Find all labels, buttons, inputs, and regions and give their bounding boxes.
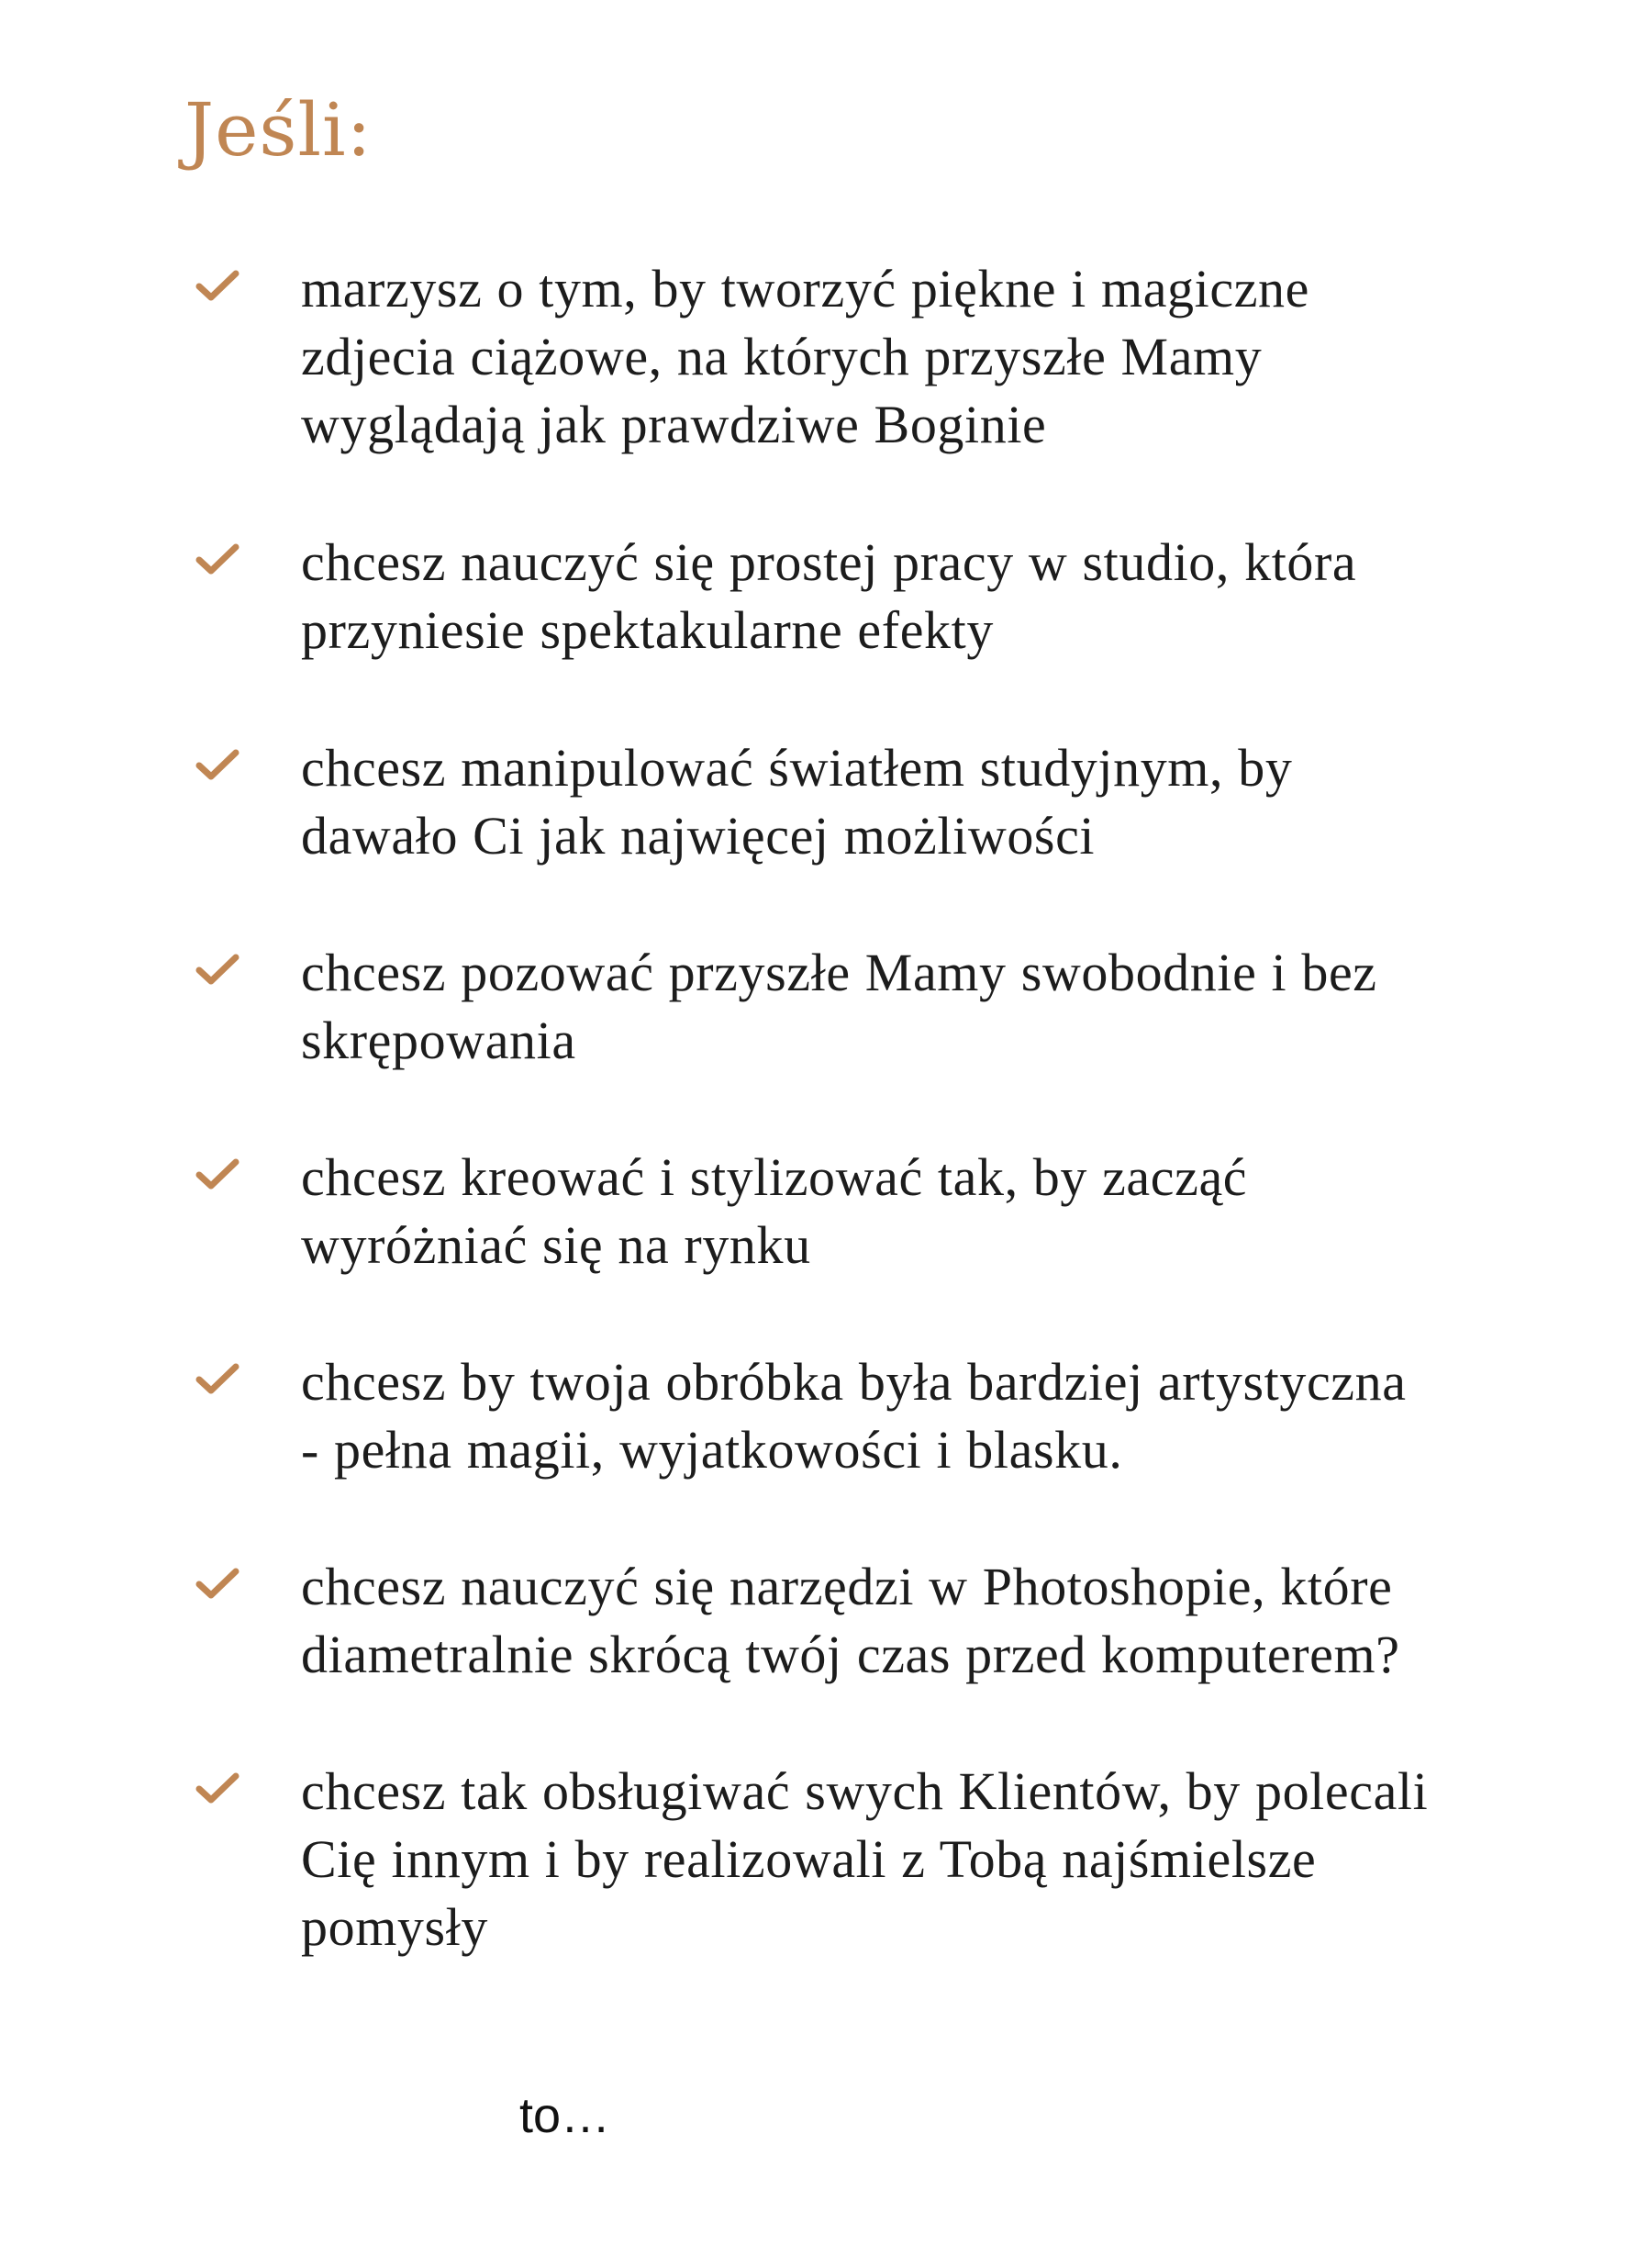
check-icon (195, 542, 239, 576)
list-item-text: chcesz by twoja obróbka była bardziej artystyczna - pełna magii, wyjatkowości i blasku. (301, 1352, 1407, 1480)
check-icon (195, 1156, 239, 1191)
page-title: Jeśli: (184, 87, 373, 173)
check-icon (195, 747, 239, 782)
check-icon (195, 1361, 239, 1396)
check-icon (195, 952, 239, 987)
list-item-text: chcesz nauczyć się prostej pracy w studio, która przyniesie spektakularne efekty (301, 532, 1357, 660)
check-icon (195, 268, 239, 303)
list-item-text: marzysz o tym, by tworzyć piękne i magiczne zdjecia ciążowe, na których przyszłe Mamy wyglądają jak prawdziwe Boginie (301, 259, 1309, 454)
list-item-text: chcesz manipulować światłem studyjnym, by dawało Ci jak najwięcej możliwości (301, 738, 1293, 866)
closing-text: to… (519, 2088, 611, 2143)
list-item-text: chcesz kreować i stylizować tak, by zacząć wyróżniać się na rynku (301, 1147, 1248, 1275)
list-item-text: chcesz nauczyć się narzędzi w Photoshopie, które diametralnie skrócą twój czas przed komputerem? (301, 1557, 1400, 1684)
check-icon (195, 1771, 239, 1805)
check-icon (195, 1566, 239, 1601)
list-item-text: chcesz pozować przyszłe Mamy swobodnie i bez skrępowania (301, 943, 1377, 1070)
list-item-text: chcesz tak obsługiwać swych Klientów, by polecali Cię innym i by realizowali z Tobą najśmielsze pomysły (301, 1761, 1429, 1957)
